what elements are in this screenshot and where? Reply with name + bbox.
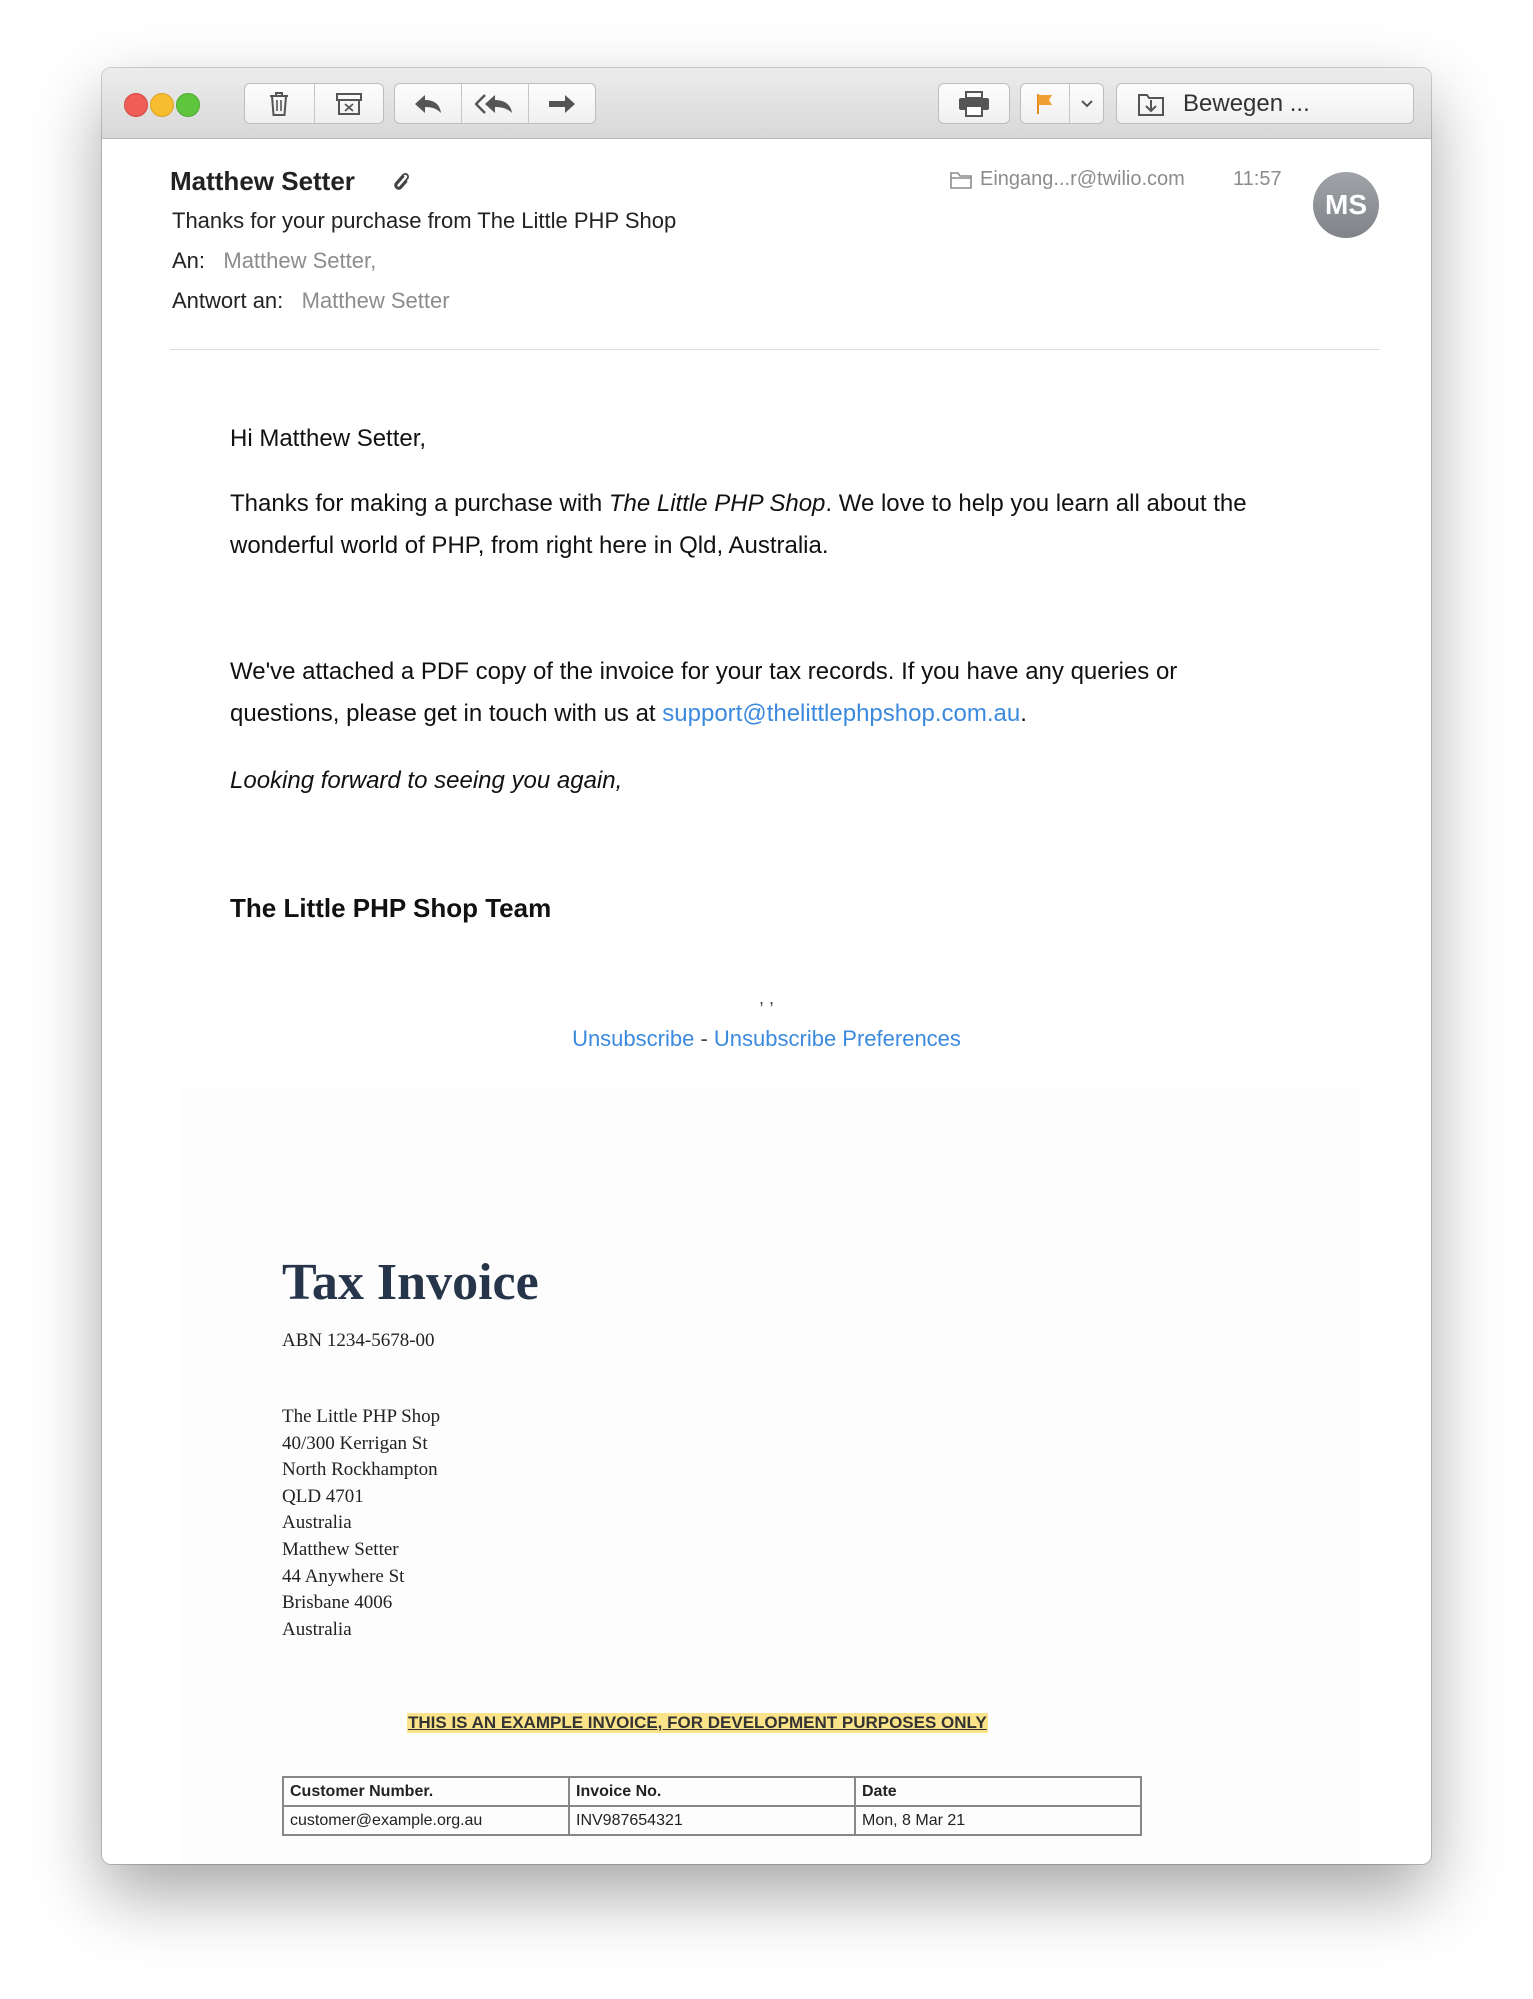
mail-window: [102, 68, 1431, 1864]
customer-address: [282, 1537, 404, 1643]
close-window-button[interactable]: [124, 93, 148, 117]
flag-button[interactable]: [1021, 84, 1070, 123]
reply-to-recipient[interactable]: Matthew Setter: [301, 288, 450, 313]
greeting: Hi Matthew Setter,: [230, 425, 427, 452]
forward-button[interactable]: [529, 84, 595, 123]
table-header-cell: Invoice No.: [569, 1777, 855, 1806]
signature: The Little PHP Shop Team: [230, 893, 552, 923]
folder-icon: [950, 171, 972, 189]
address-line: Australia: [282, 1512, 352, 1533]
invoice-abn: ABN 1234-5678-00: [282, 1330, 435, 1351]
paragraph-attachment: [230, 651, 1280, 735]
reply-all-button[interactable]: [462, 84, 529, 123]
closing-line: Looking forward to seeing you again,: [230, 767, 623, 794]
table-header-row: [283, 1777, 1141, 1806]
address-line: Brisbane 4006: [282, 1592, 393, 1613]
example-invoice-banner: THIS IS AN EXAMPLE INVOICE, FOR DEVELOPMENT PURPOSES ONLY: [408, 1713, 987, 1732]
delete-archive-group: [244, 83, 384, 124]
footer-commas: , ,: [758, 988, 774, 1008]
invoice-details-table: [282, 1776, 1142, 1836]
minimize-window-button[interactable]: [150, 93, 174, 117]
unsubscribe-link[interactable]: Unsubscribe: [572, 1026, 695, 1051]
table-cell: customer@example.org.au: [283, 1806, 569, 1835]
to-recipient[interactable]: Matthew Setter,: [223, 248, 377, 273]
mailbox-folder: [950, 168, 1185, 191]
link-separator: -: [694, 1026, 714, 1051]
move-button[interactable]: [1116, 83, 1414, 124]
forward-arrow-icon: [547, 93, 577, 115]
table-header-cell: Date: [855, 1777, 1141, 1806]
intro-text-end: . We love to help you learn all about the wonderful world of PHP, from right here in Qld, Australia.: [230, 490, 1247, 559]
address-line: Australia: [282, 1618, 352, 1640]
address-line: North Rockhampton: [282, 1459, 438, 1480]
flag-icon: [1035, 93, 1055, 115]
sender-name[interactable]: Matthew Setter: [170, 166, 355, 196]
reply-group: [394, 83, 596, 124]
flag-menu-button[interactable]: [1070, 84, 1103, 123]
unsubscribe-row: [102, 1026, 1431, 1052]
invoice-title: Tax Invoice: [282, 1254, 539, 1311]
address-line: Matthew Setter: [282, 1539, 399, 1560]
archive-icon: [336, 92, 362, 116]
intro-text-start: Thanks for making a purchase with: [230, 490, 609, 517]
shop-name: The Little PHP Shop: [608, 490, 826, 517]
paperclip-icon: [392, 170, 410, 194]
to-label: An:: [172, 248, 206, 273]
header-divider: [170, 349, 1380, 350]
reply-all-icon: [475, 93, 515, 115]
archive-button[interactable]: [315, 84, 384, 123]
address-line: QLD 4701: [282, 1485, 364, 1507]
attachment-text: We've attached a PDF copy of the invoice for your tax records. If you have any queries or questions, please get in touch with us at: [230, 658, 1178, 727]
toolbar: [102, 68, 1431, 139]
table-cell: INV987654321: [569, 1806, 855, 1835]
seller-address: [282, 1404, 440, 1537]
move-label: Bewegen ...: [1183, 89, 1310, 117]
trash-icon: [268, 91, 290, 117]
move-to-folder-icon: [1137, 91, 1165, 117]
table-cell: Mon, 8 Mar 21: [855, 1806, 1141, 1835]
flag-group: [1020, 83, 1104, 124]
folder-label: Eingang...r@twilio.com: [980, 168, 1185, 190]
printer-icon: [958, 91, 990, 117]
paragraph-intro: [230, 483, 1320, 567]
reply-to-label: Antwort an:: [172, 288, 284, 313]
address-line: 40/300 Kerrigan St: [282, 1432, 428, 1454]
chevron-down-icon: [1080, 99, 1094, 109]
reply-to-row: [172, 288, 450, 314]
address-line: The Little PHP Shop: [282, 1406, 441, 1427]
print-button[interactable]: [938, 83, 1010, 124]
avatar: MS: [1313, 172, 1379, 238]
support-email-link[interactable]: support@thelittlephpshop.com.au: [662, 700, 1021, 727]
address-line: 44 Anywhere St: [282, 1565, 405, 1587]
email-subject: Thanks for your purchase from The Little PHP Shop: [172, 208, 677, 233]
table-header-cell: Customer Number.: [283, 1777, 569, 1806]
table-row: [283, 1806, 1141, 1835]
reply-icon: [413, 93, 443, 115]
to-row: [172, 248, 376, 274]
unsubscribe-preferences-link[interactable]: Unsubscribe Preferences: [713, 1026, 961, 1051]
zoom-window-button[interactable]: [176, 93, 200, 117]
received-time: 11:57: [1233, 168, 1282, 190]
delete-button[interactable]: [245, 84, 315, 123]
reply-button[interactable]: [395, 84, 462, 123]
attachment-text-end: .: [1020, 700, 1027, 727]
